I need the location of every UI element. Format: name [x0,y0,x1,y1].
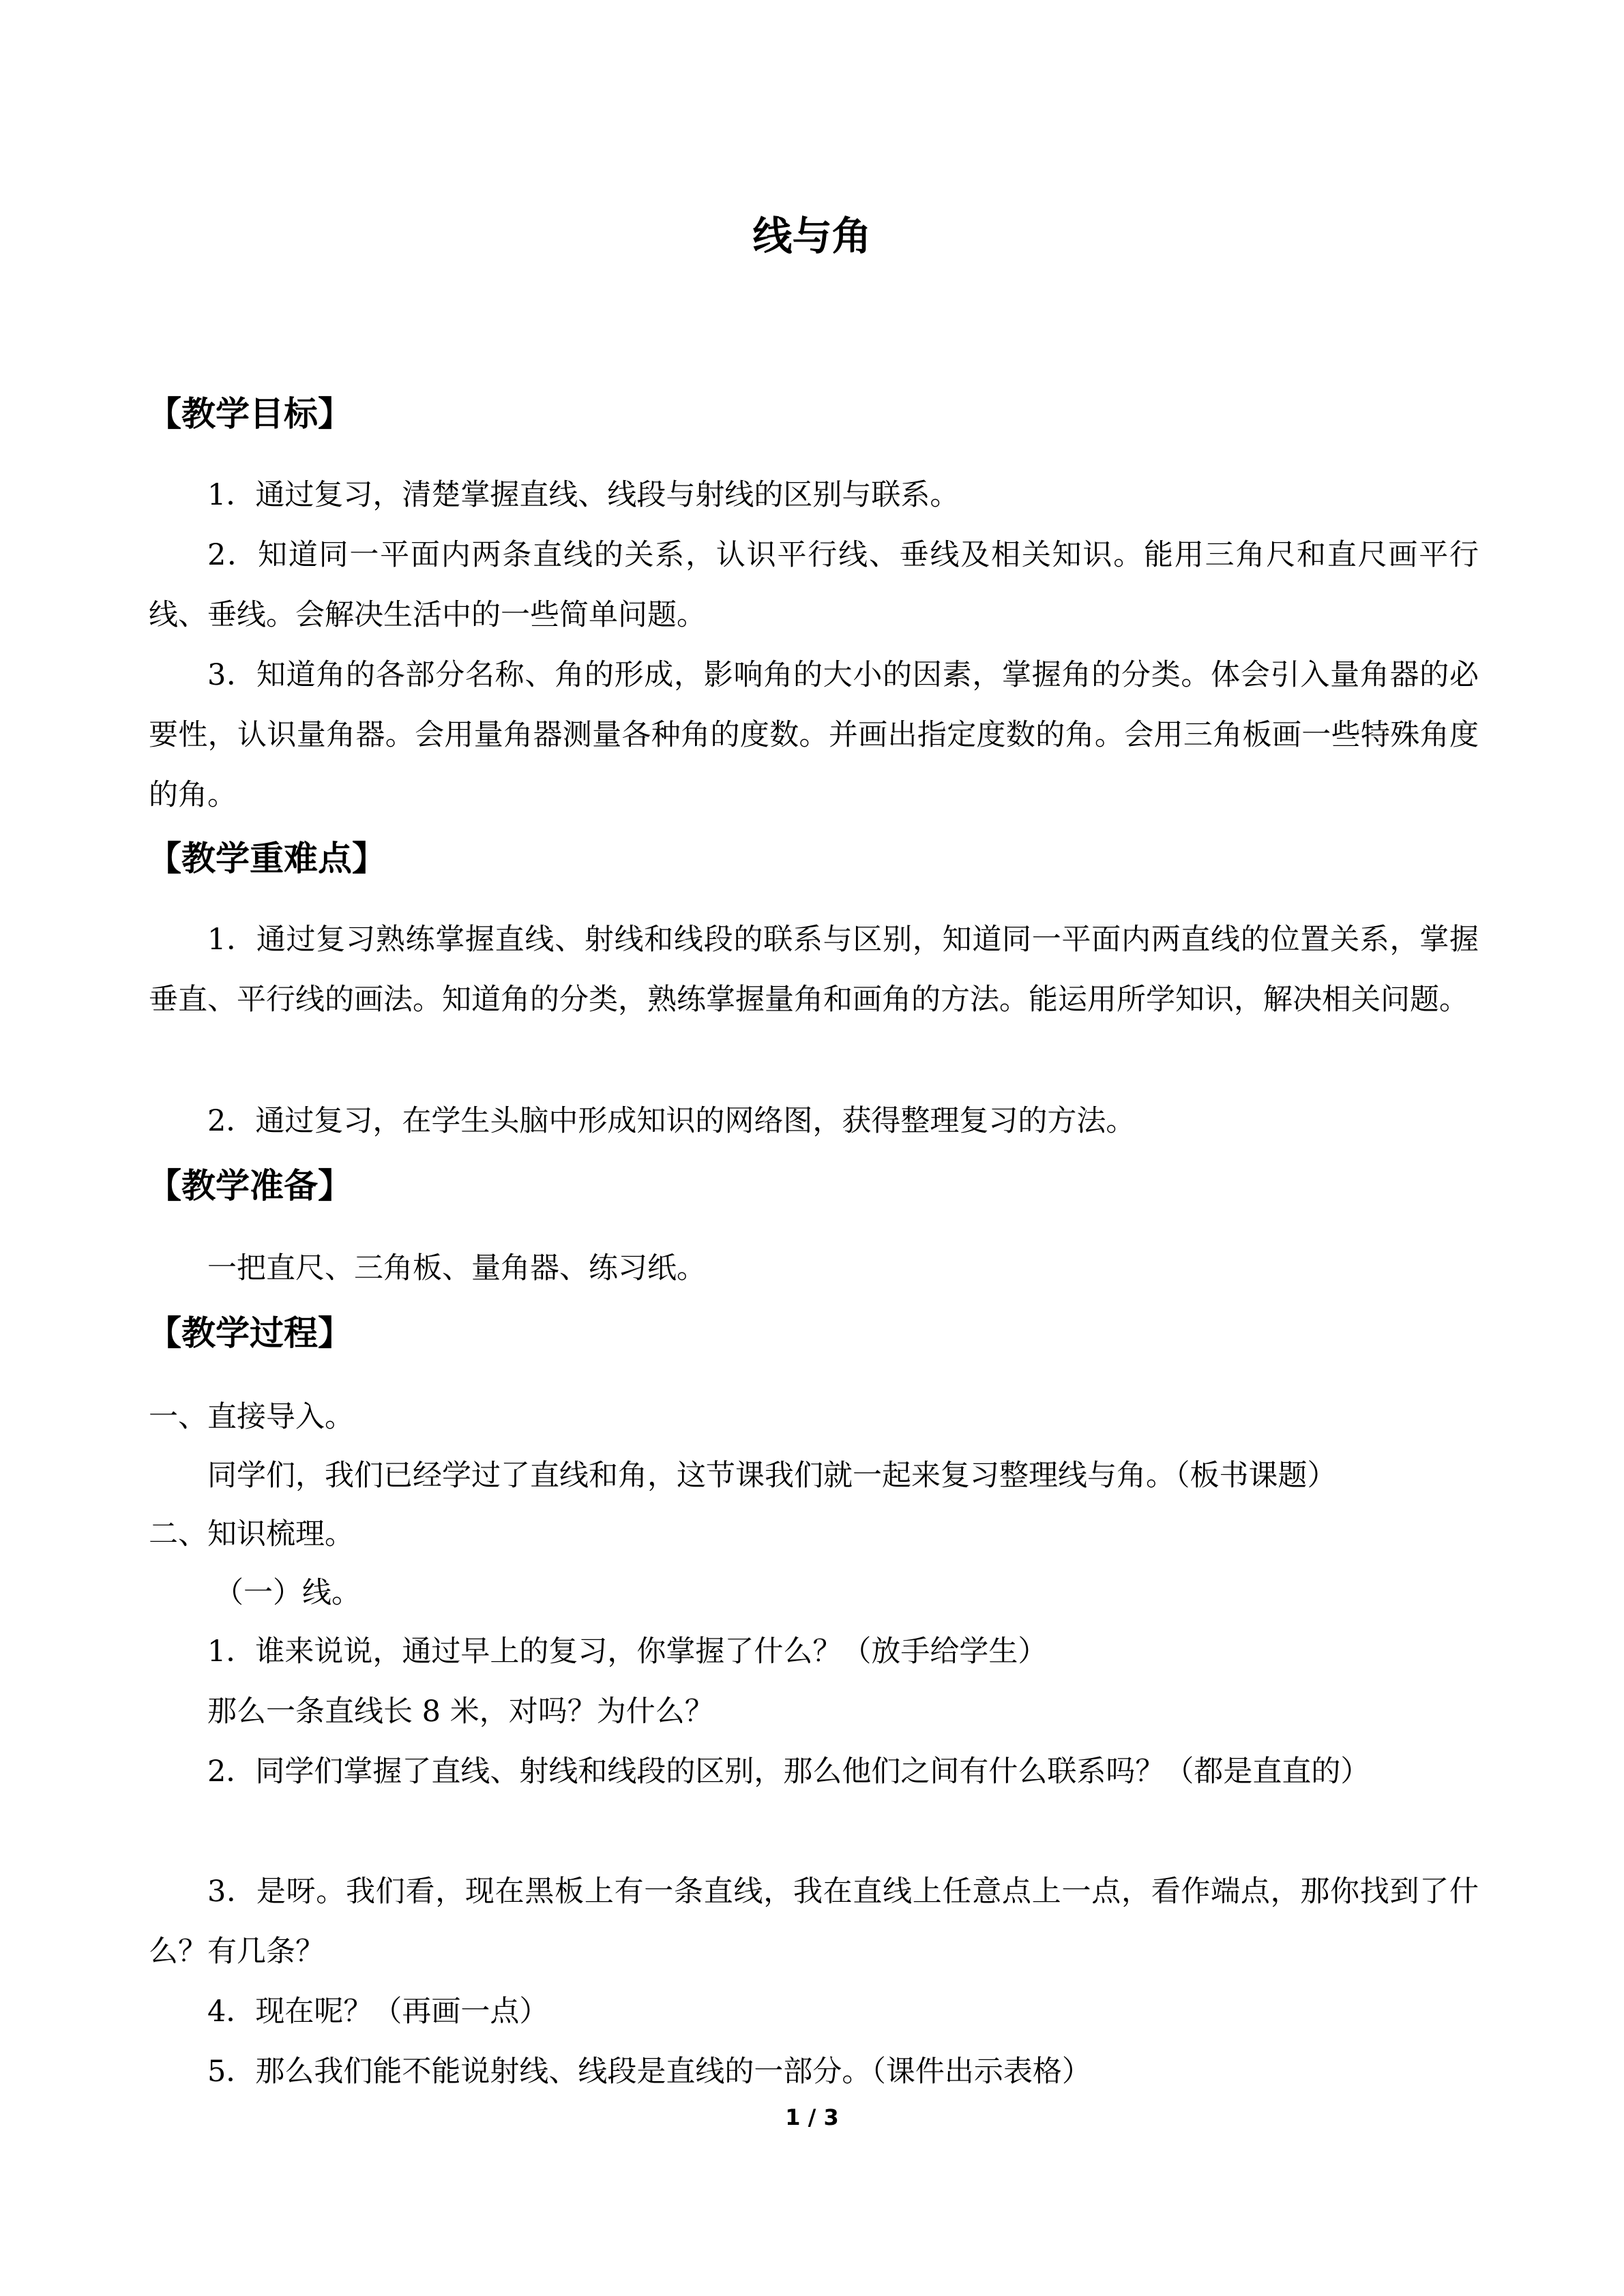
paragraph-objective-3: 3．知道角的各部分名称、角的形成，影响角的大小的因素，掌握角的分类。体会引入量角器的必要性，认识量角器。会用量角器测量各种角的度数。并画出指定度数的角。会用三角板画一些特殊角度的角。 [149,658,1479,812]
paragraph-process-step-2: 二、知识梳理。 [149,1517,354,1551]
paragraph-key-point-1: 1．通过复习熟练掌握直线、射线和线段的联系与区别，知道同一平面内两直线的位置关系，掌握垂直、平行线的画法。知道角的分类，熟练掌握量角和画角的方法。能运用所学知识，解决相关问题。 [149,923,1479,1017]
paragraph-preparation: 一把直尺、三角板、量角器、练习纸。 [207,1251,706,1285]
page-number: 1 / 3 [785,2104,839,2130]
section-heading-objectives: 【教学目标】 [147,394,352,434]
paragraph-process-subsection-lines: （一）线。 [214,1576,361,1610]
section-heading-preparation: 【教学准备】 [147,1166,352,1206]
paragraph-process-step-1: 一、直接导入。 [149,1400,354,1434]
section-heading-key-points: 【教学重难点】 [147,839,386,878]
paragraph-objective-1: 1．通过复习，清楚掌握直线、线段与射线的区别与联系。 [207,478,960,512]
paragraph-process-question-5: 5．那么我们能不能说射线、线段是直线的一部分。（课件出示表格） [207,2055,1091,2089]
paragraph-process-intro: 同学们，我们已经学过了直线和角，这节课我们就一起来复习整理线与角。（板书课题） [207,1459,1337,1493]
paragraph-process-question-4: 4．现在呢？（再画一点） [207,1995,549,2029]
paragraph-objective-2: 2．知道同一平面内两条直线的关系，认识平行线、垂线及相关知识。能用三角尺和直尺画平行线、垂线。会解决生活中的一些简单问题。 [149,538,1479,632]
section-heading-process: 【教学过程】 [147,1313,352,1353]
paragraph-process-question-1-followup: 那么一条直线长 8 米，对吗？为什么？ [207,1695,714,1729]
paragraph-process-question-2: 2．同学们掌握了直线、射线和线段的区别，那么他们之间有什么联系吗？（都是直直的） [207,1755,1370,1789]
paragraph-process-question-1: 1．谁来说说，通过早上的复习，你掌握了什么？（放手给学生） [207,1635,1048,1669]
document-title: 线与角 [752,213,872,259]
paragraph-process-question-3: 3．是呀。我们看，现在黑板上有一条直线，我在直线上任意点上一点，看作端点，那你找到了什么？有几条？ [149,1875,1479,1969]
paragraph-key-point-2: 2．通过复习，在学生头脑中形成知识的网络图，获得整理复习的方法。 [207,1104,1136,1138]
